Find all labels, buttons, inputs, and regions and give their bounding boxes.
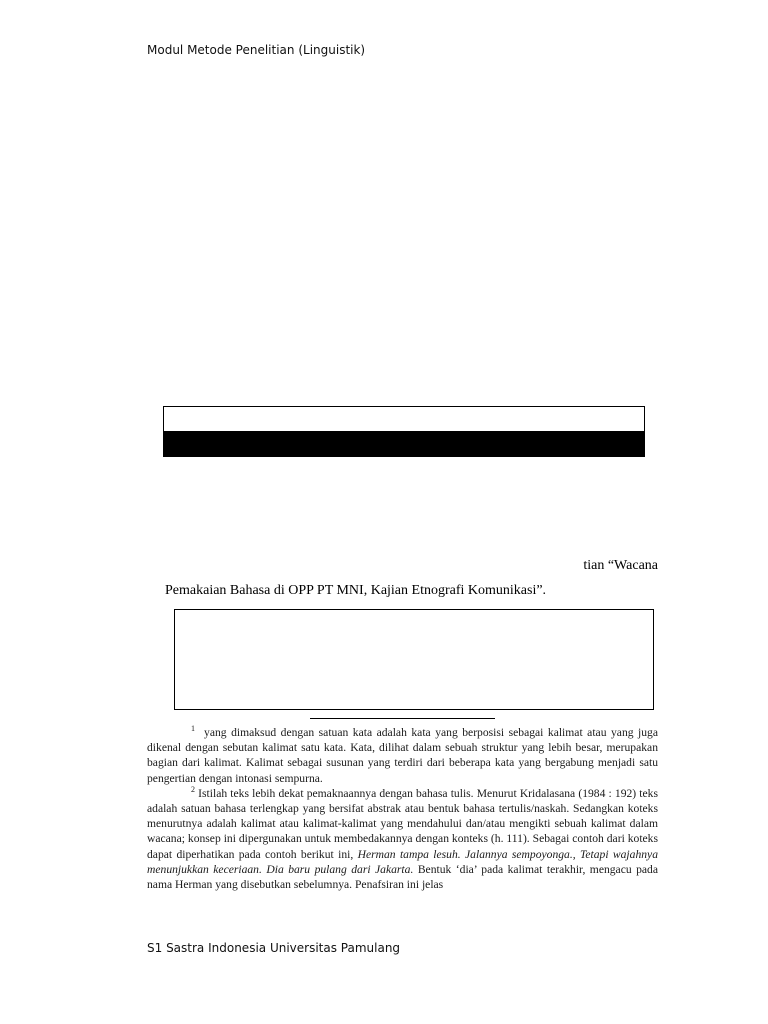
footnote-text: Bentuk ‘dia’ pada kalimat terakhir, mengacu pada nama Herman yang disebutkan sebelumnya. Penafsiran ini jelas [147,862,659,892]
body-text-line-2: Pemakaian Bahasa di OPP PT MNI, Kajian Etnografi Komunikasi”. [165,583,547,598]
footnotes [147,725,658,892]
empty-figure-box [174,609,654,710]
footnote-1 [147,725,658,786]
table-redacted-row [164,431,644,456]
footnote-2 [147,786,658,892]
footnote-marker: 2 [191,784,195,794]
body-text-line-1: tian “Wacana [583,558,658,573]
footnote-example-italic: Herman tampa lesuh. Jalannya sempoyonga., Tetapi wajahnya menunjukkan keceriaan. Dia baru pulang dari Jakarta. [147,847,658,876]
footnote-marker: 1 [191,724,195,734]
footnote-separator [310,718,495,719]
footnote-text: yang dimaksud dengan satuan kata adalah kata yang berposisi sebagai kalimat atau yang juga dikenal dengan sebutan kalimat satu kata. Kata, dilihat dalam sebuah struktur yang lebih besar, merupakan bagian dari kalimat. Kalimat sebagai susunan yang terdiri dari beberapa kata yang bergabung menjadi satu pengertian dengan intonasi sempurna. [147,726,659,785]
page-footer: S1 Sastra Indonesia Universitas Pamulang [147,941,401,955]
page-header: Modul Metode Penelitian (Linguistik) [147,43,366,57]
redacted-table [163,406,645,457]
table-header-row [164,407,644,431]
footnote-text: Istilah teks lebih dekat pemaknaannya dengan bahasa tulis. Menurut Kridalasana (1984 : 192) teks adalah satuan bahasa terlengkap yang bersifat abstrak atau bentuk bahasa tertulis/naskah. Sedangkan koteks menurutnya adalah kalimat atau kalimat-kalimat yang mendahului dan/atau mengikti sebuah kalimat dalam wacana; konsep ini dipergunakan untuk membedakannya dengan konteks (h. 111). Sebagai contoh dari koteks dapat diperhatikan pada contoh berikut ini, [147,786,658,861]
